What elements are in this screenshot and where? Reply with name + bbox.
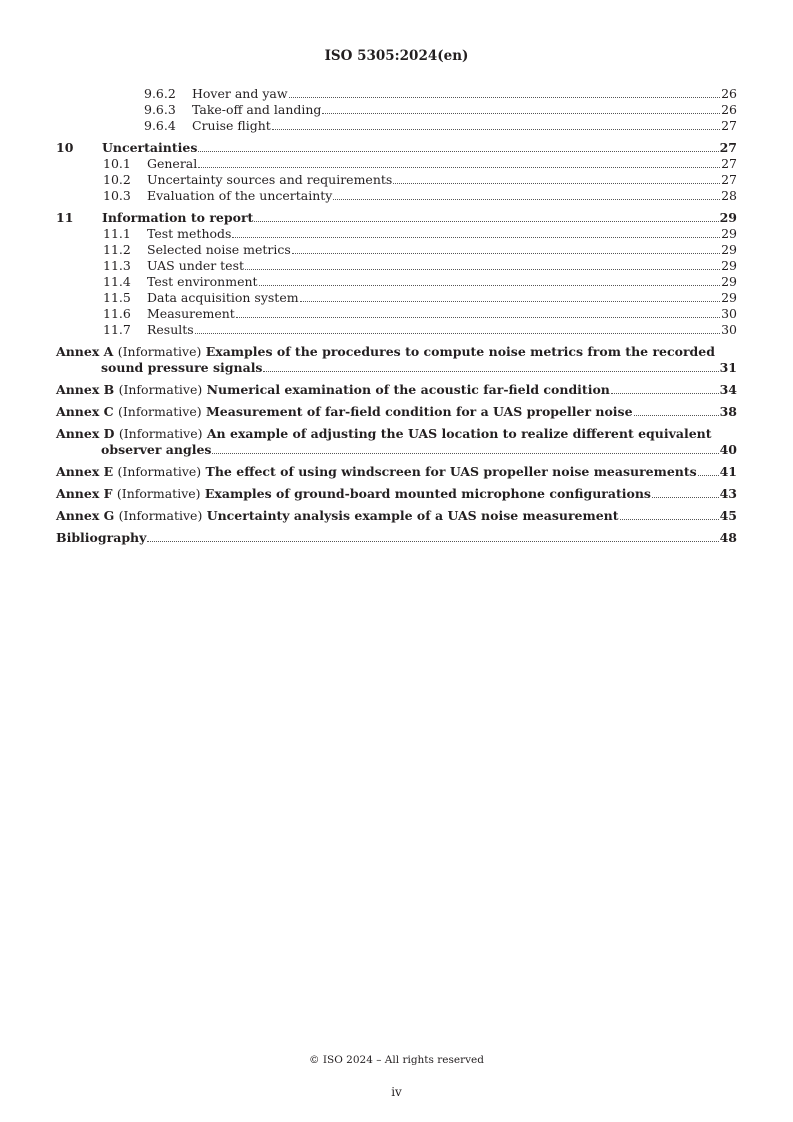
annex-title-continued: observer angles <box>101 442 212 457</box>
dot-leader <box>634 415 719 416</box>
page-number: iv <box>391 1085 402 1099</box>
dot-leader <box>232 237 720 238</box>
annex-type: (Informative) <box>117 464 202 479</box>
toc-entry-9-6-2[interactable] <box>56 86 737 102</box>
dot-leader <box>393 183 720 184</box>
toc-number: 11.5 <box>103 290 131 305</box>
toc-label: Data acquisition system <box>147 290 299 305</box>
toc-page: 31 <box>719 360 737 375</box>
annex-type: (Informative) <box>118 426 203 441</box>
toc-page: 29 <box>721 242 737 257</box>
toc-number: 10.1 <box>103 156 131 171</box>
toc-number: 10.3 <box>103 188 131 203</box>
toc-page: 29 <box>721 290 737 305</box>
toc-number: 11.1 <box>103 226 131 241</box>
toc-page: 45 <box>719 508 737 523</box>
toc-label: Test methods <box>147 226 232 241</box>
toc-page: 40 <box>719 442 737 457</box>
toc-label: Hover and yaw <box>192 86 288 101</box>
toc-page: 41 <box>719 464 737 479</box>
toc-number: 11.6 <box>103 306 131 321</box>
toc-number: 9.6.4 <box>144 118 176 133</box>
toc-number: 10.2 <box>103 172 131 187</box>
annex-title: The effect of using windscreen for UAS propeller noise measurements <box>205 464 697 479</box>
toc-page: 29 <box>721 226 737 241</box>
dot-leader <box>620 519 719 520</box>
toc-number: 9.6.2 <box>144 86 176 101</box>
annex-type: (Informative) <box>117 344 202 359</box>
dot-leader <box>289 97 721 98</box>
dot-leader <box>259 285 721 286</box>
annex-type: (Informative) <box>118 382 203 397</box>
toc-page: 27 <box>721 118 737 133</box>
toc-label: Test environment <box>147 274 258 289</box>
toc-entry-11-3[interactable] <box>56 258 737 274</box>
toc-number: 11.4 <box>103 274 131 289</box>
dot-leader <box>212 453 718 454</box>
toc-page: 27 <box>719 140 737 155</box>
toc-entry-annex-g[interactable] <box>56 508 737 524</box>
toc-entry-annex-d[interactable] <box>56 426 737 458</box>
dot-leader <box>263 371 718 372</box>
annex-prefix: Annex G <box>56 508 115 523</box>
toc-entry-9-6-3[interactable] <box>56 102 737 118</box>
annex-prefix: Annex C <box>56 404 114 419</box>
toc-entry-annex-a[interactable] <box>56 344 737 376</box>
toc-page: 27 <box>721 156 737 171</box>
table-of-contents <box>56 86 737 546</box>
annex-prefix: Annex A <box>56 344 114 359</box>
toc-page: 43 <box>719 486 737 501</box>
annex-prefix: Annex D <box>56 426 115 441</box>
annex-title: An example of adjusting the UAS location to realize different equivalent <box>206 426 712 441</box>
toc-entry-11-7[interactable] <box>56 322 737 338</box>
toc-label: Cruise flight <box>192 118 271 133</box>
toc-label: Results <box>147 322 194 337</box>
toc-number: 11 <box>56 210 74 225</box>
toc-page: 27 <box>721 172 737 187</box>
dot-leader <box>272 129 720 130</box>
dot-leader <box>198 151 718 152</box>
toc-number: 11.3 <box>103 258 131 273</box>
toc-entry-annex-f[interactable] <box>56 486 737 502</box>
toc-label: Bibliography <box>56 530 147 545</box>
toc-label: Evaluation of the uncertainty <box>147 188 333 203</box>
dot-leader <box>333 199 720 200</box>
dot-leader <box>245 269 720 270</box>
toc-entry-10-2[interactable] <box>56 172 737 188</box>
dot-leader <box>698 475 719 476</box>
annex-prefix: Annex B <box>56 382 115 397</box>
toc-entry-bibliography[interactable] <box>56 530 737 546</box>
toc-entry-10-3[interactable] <box>56 188 737 204</box>
dot-leader <box>300 301 721 302</box>
toc-page: 34 <box>719 382 737 397</box>
annex-title: Examples of the procedures to compute noise metrics from the recorded <box>205 344 715 359</box>
toc-entry-annex-b[interactable] <box>56 382 737 398</box>
toc-page: 26 <box>721 86 737 101</box>
toc-label: Uncertainty sources and requirements <box>147 172 393 187</box>
dot-leader <box>652 497 719 498</box>
toc-page: 29 <box>719 210 737 225</box>
dot-leader <box>611 393 719 394</box>
annex-title: Measurement of far-field condition for a UAS propeller noise <box>205 404 633 419</box>
toc-page: 26 <box>721 102 737 117</box>
toc-entry-10-1[interactable] <box>56 156 737 172</box>
toc-entry-11-6[interactable] <box>56 306 737 322</box>
annex-title: Numerical examination of the acoustic far-field condition <box>206 382 610 397</box>
toc-page: 30 <box>721 306 737 321</box>
dot-leader <box>292 253 720 254</box>
toc-entry-annex-e[interactable] <box>56 464 737 480</box>
toc-page: 48 <box>719 530 737 545</box>
toc-entry-10[interactable] <box>56 140 737 156</box>
dot-leader <box>195 333 720 334</box>
toc-page: 30 <box>721 322 737 337</box>
dot-leader <box>322 113 720 114</box>
toc-page: 29 <box>721 274 737 289</box>
toc-entry-11-1[interactable] <box>56 226 737 242</box>
dot-leader <box>236 317 720 318</box>
toc-label: UAS under test <box>147 258 245 273</box>
toc-entry-9-6-4[interactable] <box>56 118 737 134</box>
dot-leader <box>147 541 718 542</box>
dot-leader <box>198 167 720 168</box>
toc-label: Information to report <box>102 210 254 225</box>
annex-type: (Informative) <box>116 486 201 501</box>
annex-type: (Informative) <box>118 508 203 523</box>
copyright-notice: © ISO 2024 – All rights reserved <box>309 1054 484 1066</box>
annex-title-continued: sound pressure signals <box>101 360 263 375</box>
toc-label: General <box>147 156 198 171</box>
toc-label: Take-off and landing <box>192 102 322 117</box>
toc-page: 28 <box>721 188 737 203</box>
toc-number: 11.7 <box>103 322 131 337</box>
annex-title: Examples of ground-board mounted microphone configurations <box>204 486 651 501</box>
toc-number: 11.2 <box>103 242 131 257</box>
toc-entry-11-2[interactable] <box>56 242 737 258</box>
toc-entry-11[interactable] <box>56 210 737 226</box>
document-header: ISO 5305:2024(en) <box>324 48 469 64</box>
toc-label: Uncertainties <box>102 140 198 155</box>
toc-entry-11-4[interactable] <box>56 274 737 290</box>
dot-leader <box>254 221 718 222</box>
toc-entry-11-5[interactable] <box>56 290 737 306</box>
toc-number: 9.6.3 <box>144 102 176 117</box>
toc-page: 29 <box>721 258 737 273</box>
toc-entry-annex-c[interactable] <box>56 404 737 420</box>
annex-prefix: Annex E <box>56 464 114 479</box>
annex-prefix: Annex F <box>56 486 113 501</box>
toc-page: 38 <box>719 404 737 419</box>
toc-label: Selected noise metrics <box>147 242 291 257</box>
toc-label: Measurement <box>147 306 235 321</box>
annex-type: (Informative) <box>117 404 202 419</box>
toc-number: 10 <box>56 140 74 155</box>
annex-title: Uncertainty analysis example of a UAS noise measurement <box>206 508 619 523</box>
